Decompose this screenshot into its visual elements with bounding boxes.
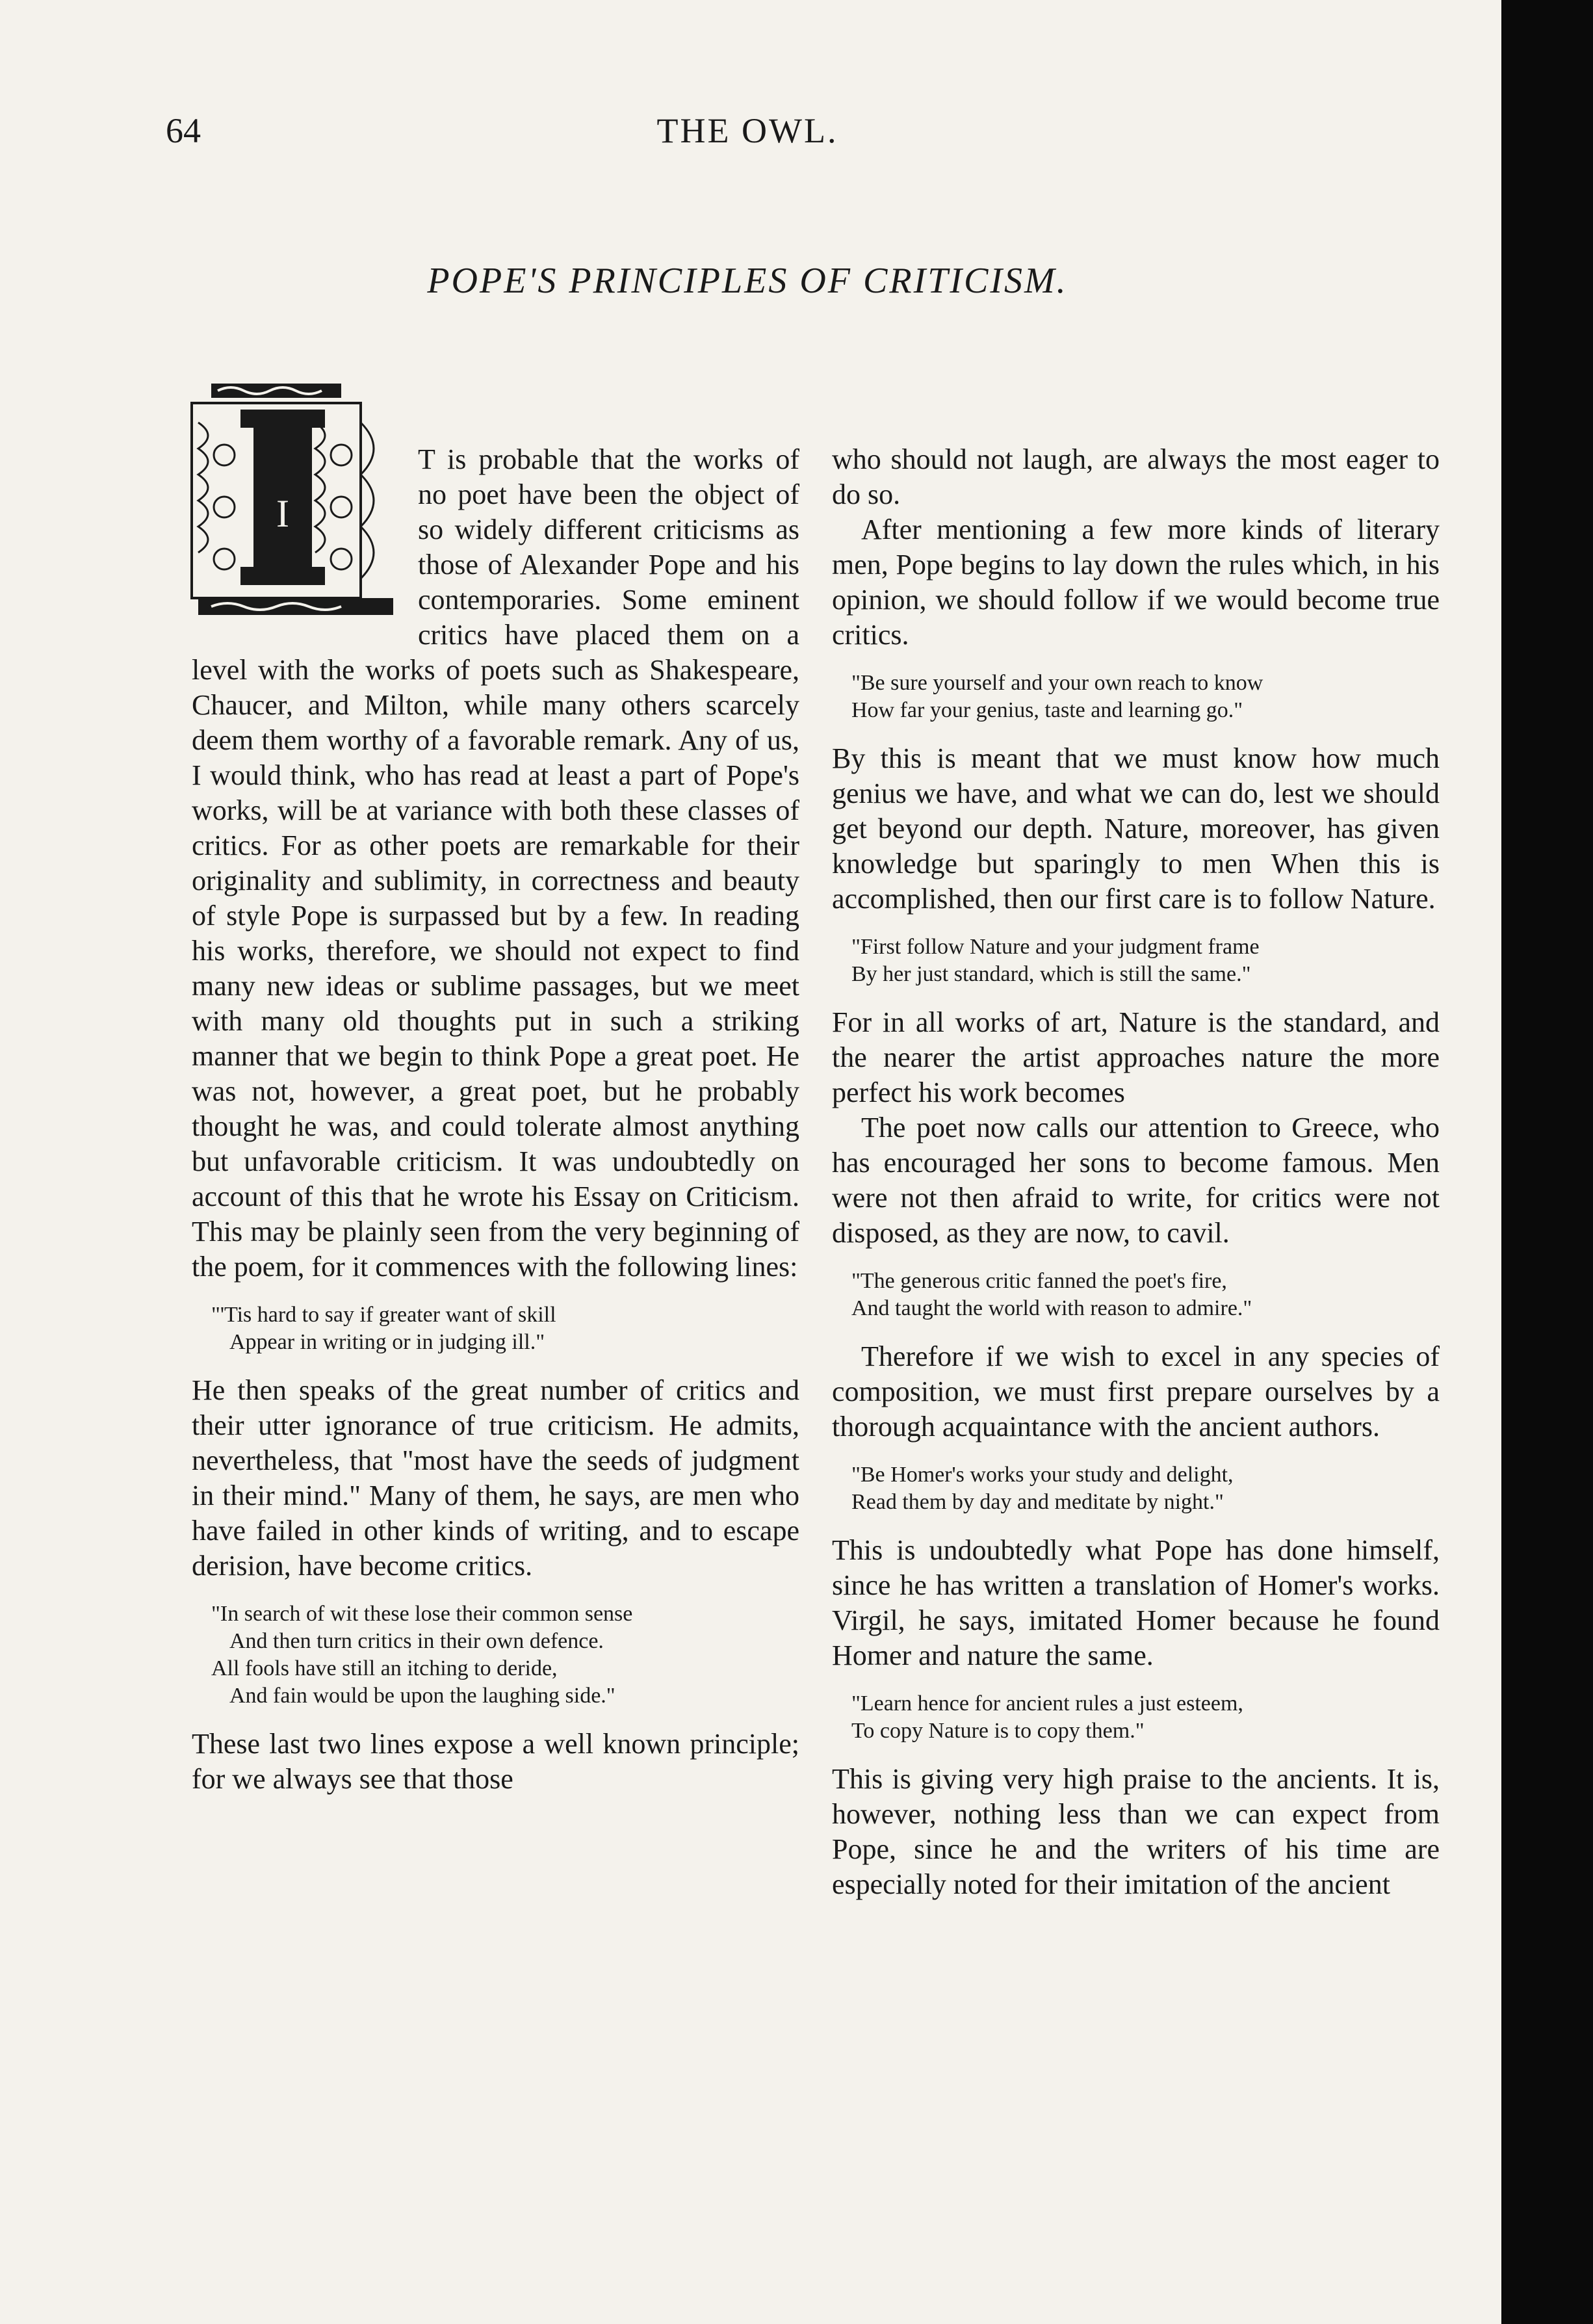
right-paragraph-8: This is giving very high praise to the ancients. It is, however, nothing less than we can expect from Pope, since he and the writers of his time are especially noted for their imitation of the ancient xyxy=(832,1763,1440,1900)
quote-line: "Be sure yourself and your own reach to know xyxy=(851,671,1263,695)
ornamental-initial-icon xyxy=(185,384,400,631)
quote-line: "In search of wit these lose their common sense xyxy=(211,1602,633,1626)
right-paragraph-6: Therefore if we wish to excel in any species of composition, we must first prepare ourselves by a thorough acquaintance with the ancient authors. xyxy=(832,1340,1440,1443)
article-title: POPE'S PRINCIPLES OF CRITICISM. xyxy=(427,261,1068,301)
right-quote-3 xyxy=(851,1268,1440,1322)
quote-line: To copy Nature is to copy them." xyxy=(851,1719,1145,1743)
left-quote-2 xyxy=(211,1600,799,1710)
quote-line: And taught the world with reason to admire." xyxy=(851,1296,1252,1320)
right-paragraph-7: This is undoubtedly what Pope has done himself, since he has written a translation of Homer's works. Virgil, he says, imitated Homer because he found Homer and nature the same. xyxy=(832,1534,1440,1671)
quote-line: "The generous critic fanned the poet's fire, xyxy=(851,1269,1227,1293)
quote-line: By her just standard, which is still the same." xyxy=(851,962,1251,986)
right-quote-2 xyxy=(851,934,1440,988)
left-quote-1 xyxy=(211,1301,799,1356)
right-paragraph-2: After mentioning a few more kinds of literary men, Pope begins to lay down the rules which, in his opinion, we should follow if we would become true critics. xyxy=(832,514,1440,651)
right-paragraph-1: who should not laugh, are always the most eager to do so. xyxy=(832,443,1440,510)
right-paragraph-3: By this is meant that we must know how much genius we have, and what we can do, lest we should get beyond our depth. Nature, moreover, has given knowledge but sparingly to men When this is accomplished, then our first care is to follow Nature. xyxy=(832,742,1440,915)
quote-line: "'Tis hard to say if greater want of skill xyxy=(211,1303,556,1327)
right-column xyxy=(832,442,1440,1902)
quote-line: How far your genius, taste and learning go." xyxy=(851,698,1243,722)
quote-line: "Be Homer's works your study and delight, xyxy=(851,1463,1234,1487)
scan-edge-bar xyxy=(1501,0,1593,2324)
journal-title: THE OWL. xyxy=(656,111,838,150)
quote-line: And then turn critics in their own defence. xyxy=(229,1629,604,1653)
left-paragraph-3: These last two lines expose a well known principle; for we always see that those xyxy=(192,1728,799,1795)
left-paragraph-1: T is probable that the works of no poet have been the object of so widely different criticisms as those of Alexander Pope and his contemporaries. Some eminent critics have placed them on a level with the works of poets such as Shakespeare, Chaucer, and Milton, while many others scarcely deem them worthy of a favorable remark. Any of us, I would think, who has read at least a part of Pope's works, will be at variance with both these classes of critics. For as other poets are remarkable for their originality and sublimity, in correctness and beauty of style Pope is surpassed but by a few. In reading his works, therefore, we should not expect to find many new ideas or sublime passages, but we meet with many old thoughts put in such a striking manner that we begin to think Pope a great poet. He was not, however, a great poet, but he probably thought he was, and could tolerate almost anything but unfavorable criticism. It was undoubtedly on account of this that he wrote his Essay on Criticism. This may be plainly seen from the very beginning of the poem, for it commences with the following lines: xyxy=(192,443,799,1283)
right-paragraph-4: For in all works of art, Nature is the standard, and the nearer the artist approaches nature the more perfect his work becomes xyxy=(832,1006,1440,1108)
quote-line: "Learn hence for ancient rules a just esteem, xyxy=(851,1691,1243,1716)
left-paragraph-2: He then speaks of the great number of critics and their utter ignorance of true criticism. He admits, nevertheless, that "most have the seeds of judgment in their mind." Many of them, he says, are men who have failed in other kinds of writing, and to escape derision, have become critics. xyxy=(192,1374,799,1582)
page-number: 64 xyxy=(166,111,201,150)
right-quote-1 xyxy=(851,670,1440,724)
drop-cap-letter: I xyxy=(276,492,289,535)
page-header xyxy=(0,111,1495,163)
quote-line: All fools have still an itching to deride, xyxy=(211,1656,558,1680)
quote-line: And fain would be upon the laughing side." xyxy=(229,1684,615,1708)
right-quote-4 xyxy=(851,1461,1440,1516)
right-quote-5 xyxy=(851,1690,1440,1745)
right-paragraph-5: The poet now calls our attention to Greece, who has encouraged her sons to become famous. Men were not then afraid to write, for critics were not disposed, as they are now, to cavil. xyxy=(832,1112,1440,1249)
quote-line: "First follow Nature and your judgment frame xyxy=(851,935,1260,959)
quote-line: Appear in writing or in judging ill." xyxy=(229,1330,545,1354)
quote-line: Read them by day and meditate by night." xyxy=(851,1490,1224,1514)
left-column xyxy=(192,442,799,1797)
